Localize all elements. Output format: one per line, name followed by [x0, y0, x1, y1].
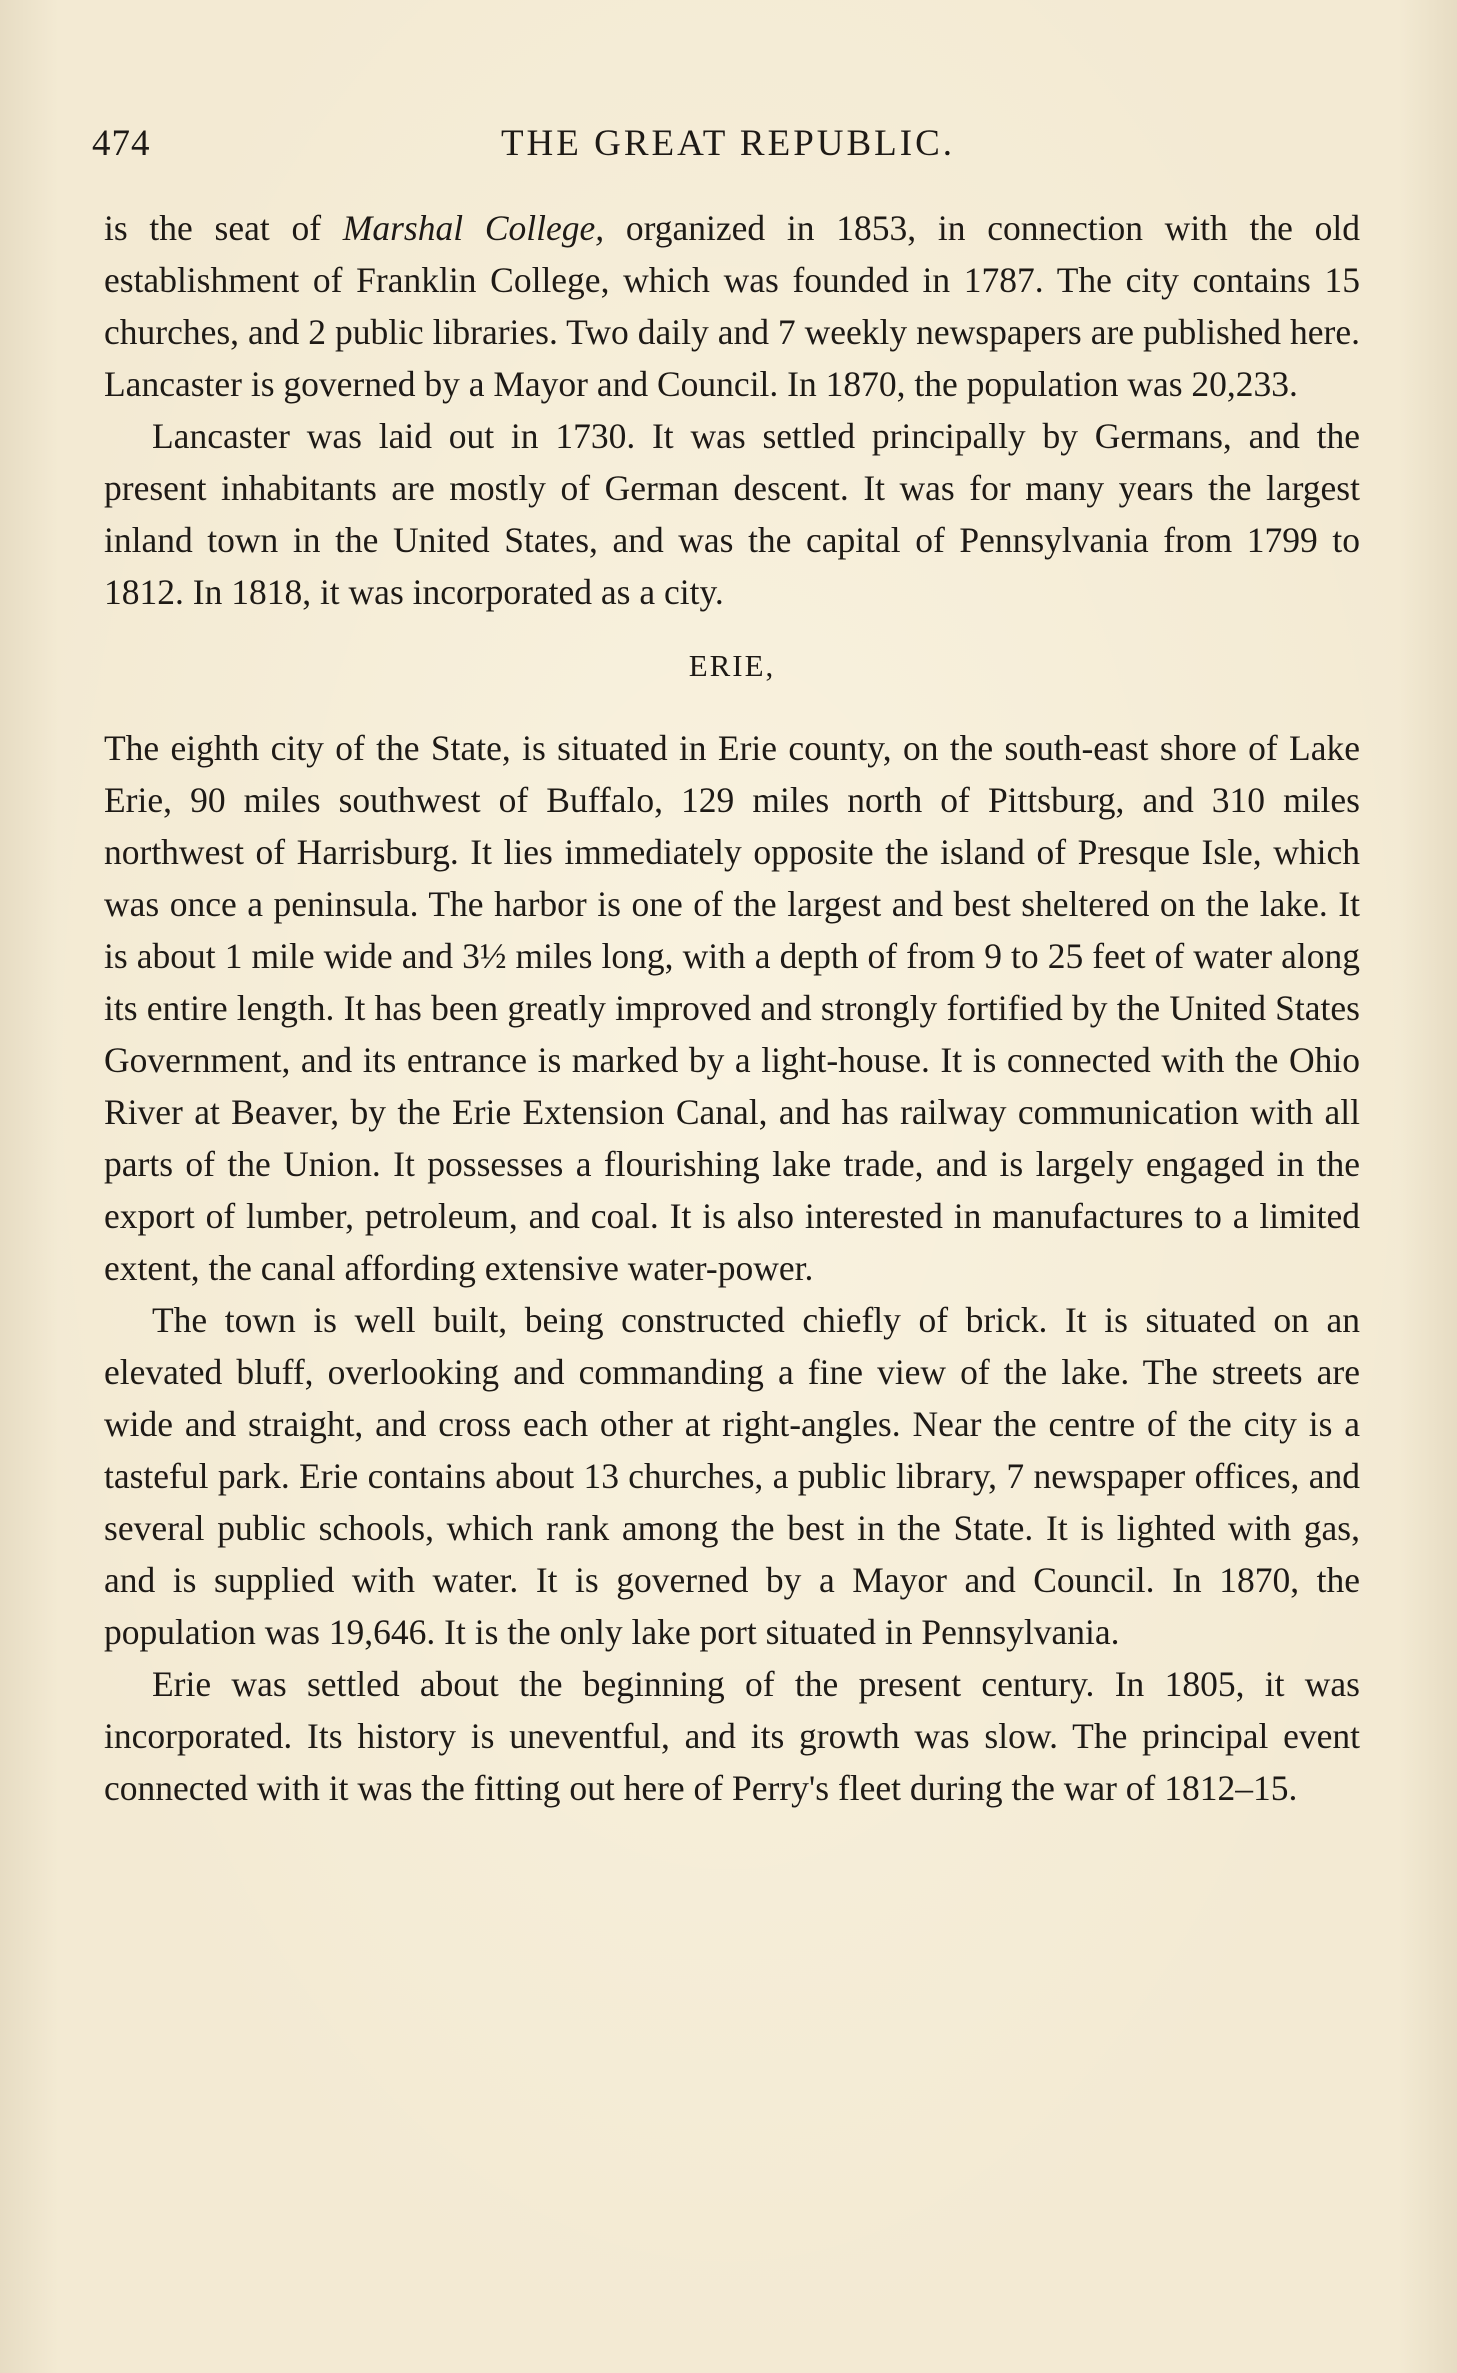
page-header — [92, 122, 1364, 172]
paragraph-lead: is the seat of — [104, 208, 343, 248]
body-text — [104, 202, 1360, 1814]
section-heading-erie: ERIE, — [688, 648, 776, 683]
college-name: Marshal College, — [342, 208, 605, 248]
paragraph-erie-history: Erie was settled about the beginning of the present century. In 1805, it was incorporated. Its history is uneventful, and its growth was slow. The principal event connected with it was the fitting out here of Perry's fleet during the war of 1812–15. — [104, 1664, 1360, 1808]
paragraph-rest: organized in 1853, in connection with the old establishment of Franklin College, which was founded in 1787. The city contains 15 churches, and 2 public libraries. Two daily and 7 weekly newspapers are published here. Lancaster is governed by a Mayor and Council. In 1870, the population was 20,233. — [104, 208, 1360, 404]
paragraph-erie-town: The town is well built, being constructed chiefly of brick. It is situated on an elevated bluff, overlooking and commanding a fine view of the lake. The streets are wide and straight, and cross each other at right-angles. Near the centre of the city is a tasteful park. Erie contains about 13 churches, a public library, 7 newspaper offices, and several public schools, which rank among the best in the State. It is lighted with gas, and is supplied with water. It is governed by a Mayor and Council. In 1870, the population was 19,646. It is the only lake port situated in Pennsylvania. — [104, 1300, 1360, 1652]
page-number: 474 — [92, 123, 151, 164]
paragraph-lancaster-institutions — [104, 202, 1360, 410]
paragraph-lancaster-history: Lancaster was laid out in 1730. It was settled principally by Germans, and the present inhabitants are mostly of German descent. It was for many years the largest inland town in the United States, and was the capital of Pennsylvania from 1799 to 1812. In 1818, it was incorporated as a city. — [104, 416, 1360, 612]
running-title: THE GREAT REPUBLIC. — [500, 123, 956, 164]
paragraph-erie-location: The eighth city of the State, is situated in Erie county, on the south-east shore of Lake Erie, 90 miles southwest of Buffalo, 129 miles north of Pittsburg, and 310 miles northwest of Harrisburg. It lies immediately opposite the island of Presque Isle, which was once a peninsula. The harbor is one of the largest and best sheltered on the lake. It is about 1 mile wide and 3½ miles long, with a depth of from 9 to 25 feet of water along its entire length. It has been greatly improved and strongly fortified by the United States Government, and its entrance is marked by a light-house. It is connected with the Ohio River at Beaver, by the Erie Extension Canal, and has railway communication with all parts of the Union. It possesses a flourishing lake trade, and is largely engaged in the export of lumber, petroleum, and coal. It is also interested in manufactures to a limited extent, the canal affording extensive water-power. — [104, 728, 1360, 1288]
